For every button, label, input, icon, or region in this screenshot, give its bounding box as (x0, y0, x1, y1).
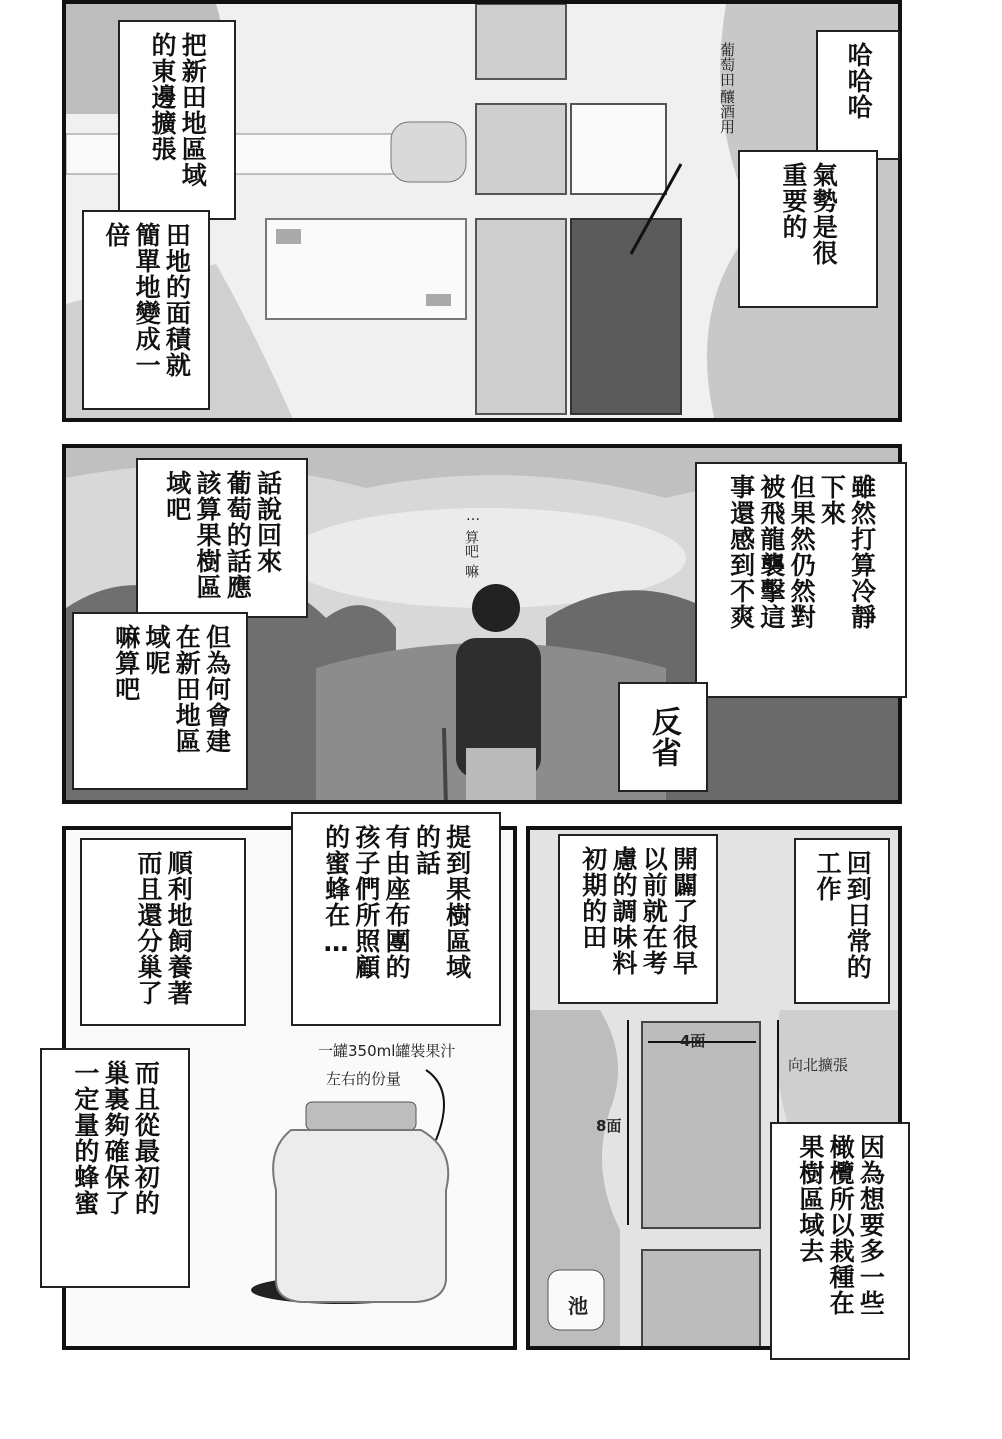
murmur-line: 嘛 (463, 564, 479, 578)
caption-line: 田地的面積就 (162, 222, 192, 378)
caption-momentum (738, 150, 878, 308)
caption-line: 該算果樹區 (193, 470, 222, 600)
vineyard-label-line1: 釀酒用 (718, 89, 736, 134)
caption-line: 果樹區域去 (795, 1134, 825, 1264)
caption-orchard-bees (291, 812, 501, 1026)
caption-line: 提到果樹區域 (442, 824, 472, 980)
caption-line: 有由座布團的 (382, 824, 412, 980)
caption-line: 初期的田 (578, 846, 608, 950)
caption-line: 而且從最初的 (131, 1060, 161, 1216)
caption-line: 氣勢是很 (809, 162, 839, 266)
caption-hahaha (816, 30, 900, 160)
vineyard-label (717, 42, 738, 134)
caption-reflection (618, 682, 708, 792)
label-pond: 池 (568, 1294, 588, 1318)
jar-note-line-1: 一罐350ml罐裝果汁 (318, 1042, 456, 1060)
caption-line: 事還感到不爽 (726, 474, 756, 630)
caption-line: 一定量的蜂蜜 (70, 1060, 100, 1216)
caption-line: 雖然打算冷靜 (847, 474, 877, 630)
caption-line: 回到日常的 (843, 850, 873, 980)
caption-back-to-work (794, 838, 890, 1004)
caption-line: 的東邊擴張 (148, 32, 177, 162)
caption-line: 哈哈哈 (844, 42, 874, 120)
label-north-expansion: 向北擴張 (788, 1056, 849, 1074)
caption-line: 嘛算吧 (111, 624, 141, 702)
murmur-text (461, 508, 481, 578)
caption-new-field-east (118, 20, 236, 220)
caption-wyvern-annoyed (695, 462, 907, 698)
label-height: 8面 (596, 1117, 622, 1135)
caption-why-new-field (72, 612, 248, 790)
caption-honey-secured (40, 1048, 190, 1288)
vineyard-label-line2: 葡萄田 (718, 42, 736, 87)
caption-line: 重要的 (779, 162, 808, 240)
caption-line: 把新田地區域 (178, 32, 208, 188)
caption-seasoning-field (558, 834, 718, 1004)
caption-line: 域吧 (162, 470, 192, 522)
caption-line: 的蜜蜂在… (321, 824, 351, 958)
caption-line: 葡萄的話應 (223, 470, 253, 600)
caption-line: 簡單地變成一 (132, 222, 162, 378)
caption-line: 在新田地區 (172, 624, 202, 754)
caption-line: 倍 (101, 222, 131, 248)
caption-line: 巢裏夠確保了 (101, 1060, 131, 1216)
caption-bees-thriving (80, 838, 246, 1026)
caption-line: 但果然仍然對 (787, 474, 817, 630)
caption-line: 順利地飼養著 (164, 850, 194, 1006)
caption-line: 下來 (817, 474, 847, 526)
murmur-line: … (465, 508, 481, 524)
murmur-line: 算吧 (463, 530, 479, 558)
caption-field-area-doubled (82, 210, 210, 410)
caption-line: 因為想要多一些 (856, 1134, 886, 1316)
caption-line: 開闢了很早 (669, 846, 699, 976)
caption-line: 反省 (645, 706, 681, 768)
caption-line: 但為何會建 (202, 624, 232, 754)
label-width: 4面 (680, 1032, 706, 1050)
caption-line: 橄欖所以栽種在 (826, 1134, 856, 1316)
caption-line: 慮的調味料 (609, 846, 638, 976)
caption-line: 的話 (412, 824, 442, 876)
caption-olives (770, 1122, 910, 1360)
caption-line: 話說回來 (253, 470, 283, 574)
caption-line: 被飛龍襲擊這 (756, 474, 786, 630)
caption-grapes-orchard (136, 458, 308, 618)
caption-line: 域呢 (142, 624, 171, 676)
caption-line: 而且還分巢了 (134, 850, 163, 1006)
jar-note-line-2: 左右的份量 (326, 1070, 402, 1088)
caption-line: 工作 (813, 850, 842, 902)
caption-line: 以前就在考 (639, 846, 669, 976)
caption-line: 孩子們所照顧 (351, 824, 381, 980)
